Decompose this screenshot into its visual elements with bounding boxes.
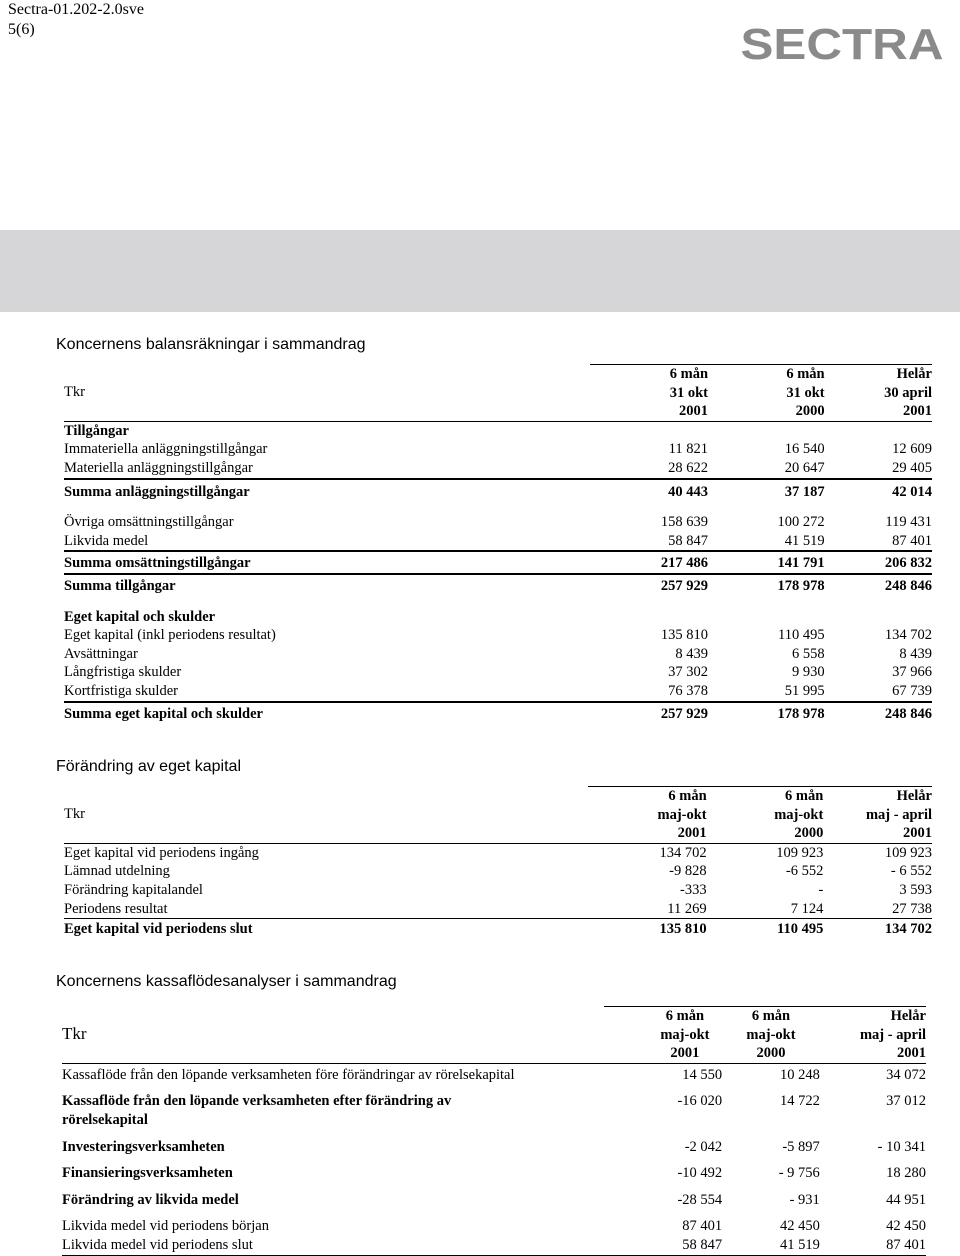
- head-label: Tkr: [64, 806, 85, 823]
- table-row: Immateriella anläggningstillgångar 11 821 16 540 12 609: [64, 441, 932, 458]
- balance-table: [64, 364, 932, 723]
- table-row: Materiella anläggningstillgångar 28 622 20 647 29 405: [64, 459, 932, 476]
- table-row: Övriga omsättningstillgångar 158 639 100 272 119 431: [64, 514, 932, 531]
- section-heading: Tillgångar: [64, 421, 932, 440]
- balance-title: Koncernens balansräkningar i sammandrag: [56, 336, 366, 353]
- table-row: Lämnad utdelning -9 828 -6 552 - 6 552: [64, 863, 932, 880]
- table-row: Kortfristiga skulder 76 378 51 995 67 739: [64, 682, 932, 699]
- sum-row: Summa eget kapital och skulder 257 929 178 978 248 846: [64, 702, 932, 724]
- sum-row: Summa anläggningstillgångar 40 443 37 187 42 014: [64, 479, 932, 502]
- head-col-2: 6 mån maj-okt 2000: [707, 787, 824, 844]
- table-row: Finansieringsverksamheten -10 492 - 9 756 18 280: [62, 1165, 926, 1182]
- equity-table: [64, 786, 932, 939]
- head-col-3: Helår 30 april 2001: [825, 365, 932, 422]
- page-number: 5(6): [8, 21, 35, 38]
- sectra-logo: [740, 22, 945, 64]
- table-row: Periodens resultat 11 269 7 124 27 738: [64, 900, 932, 917]
- table-row: Likvida medel vid periodens slut 58 847 41 519 87 401: [62, 1236, 926, 1255]
- sum-row: Eget kapital vid periodens slut 135 810 110 495 134 702: [64, 919, 932, 939]
- sum-row: Summa omsättningstillgångar 217 486 141 791 206 832: [64, 551, 932, 574]
- table-row: Eget kapital (inkl periodens resultat) 135 810 110 495 134 702: [64, 627, 932, 644]
- table-row: Investeringsverksamheten -2 042 -5 897 - 10 341: [62, 1138, 926, 1155]
- table-row: Kassaflöde från den löpande verksamheten efter förändring av rörelsekapital -16 020 14 722 37 012: [62, 1093, 926, 1128]
- head-col-3: Helår maj - april 2001: [823, 787, 932, 844]
- head-label: Tkr: [64, 384, 85, 401]
- head-col-1: 6 mån 31 okt 2001: [590, 365, 708, 422]
- equity-title: Förändring av eget kapital: [56, 758, 241, 775]
- head-col-1: 6 mån maj-okt 2001: [588, 787, 707, 844]
- logo-text: SECTRA: [740, 22, 944, 64]
- table-row: Likvida medel 58 847 41 519 87 401: [64, 532, 932, 549]
- document-id: Sectra-01.202-2.0sve: [8, 1, 144, 18]
- table-row: Förändring av likvida medel -28 554 - 931 44 951: [62, 1191, 926, 1208]
- head-col-2: 6 mån maj-okt 2000: [722, 1007, 820, 1064]
- section-heading: Eget kapital och skulder: [64, 608, 216, 625]
- table-row: Eget kapital vid periodens ingång 134 702 109 923 109 923: [64, 844, 932, 861]
- head-col-2: 6 mån 31 okt 2000: [708, 365, 825, 422]
- cashflow-table: [62, 1006, 926, 1256]
- table-row: Långfristiga skulder 37 302 9 930 37 966: [64, 664, 932, 681]
- table-row: Avsättningar 8 439 6 558 8 439: [64, 645, 932, 662]
- table-row: Kassaflöde från den löpande verksamheten före förändringar av rörelsekapital 14 550 10 248 34 072: [62, 1063, 926, 1092]
- page-header: [8, 0, 144, 40]
- gray-banner: [0, 230, 960, 312]
- cashflow-title: Koncernens kassaflödesanalyser i sammandrag: [56, 973, 397, 990]
- sum-row: Summa tillgångar 257 929 178 978 248 846: [64, 574, 932, 596]
- table-row: Förändring kapitalandel -333 - 3 593: [64, 881, 932, 898]
- head-label: Tkr: [62, 1024, 87, 1044]
- head-col-3: Helår maj - april 2001: [820, 1007, 926, 1064]
- head-col-1: 6 mån maj-okt 2001: [604, 1007, 723, 1064]
- table-row: Likvida medel vid periodens början 87 401 42 450 42 450: [62, 1218, 926, 1235]
